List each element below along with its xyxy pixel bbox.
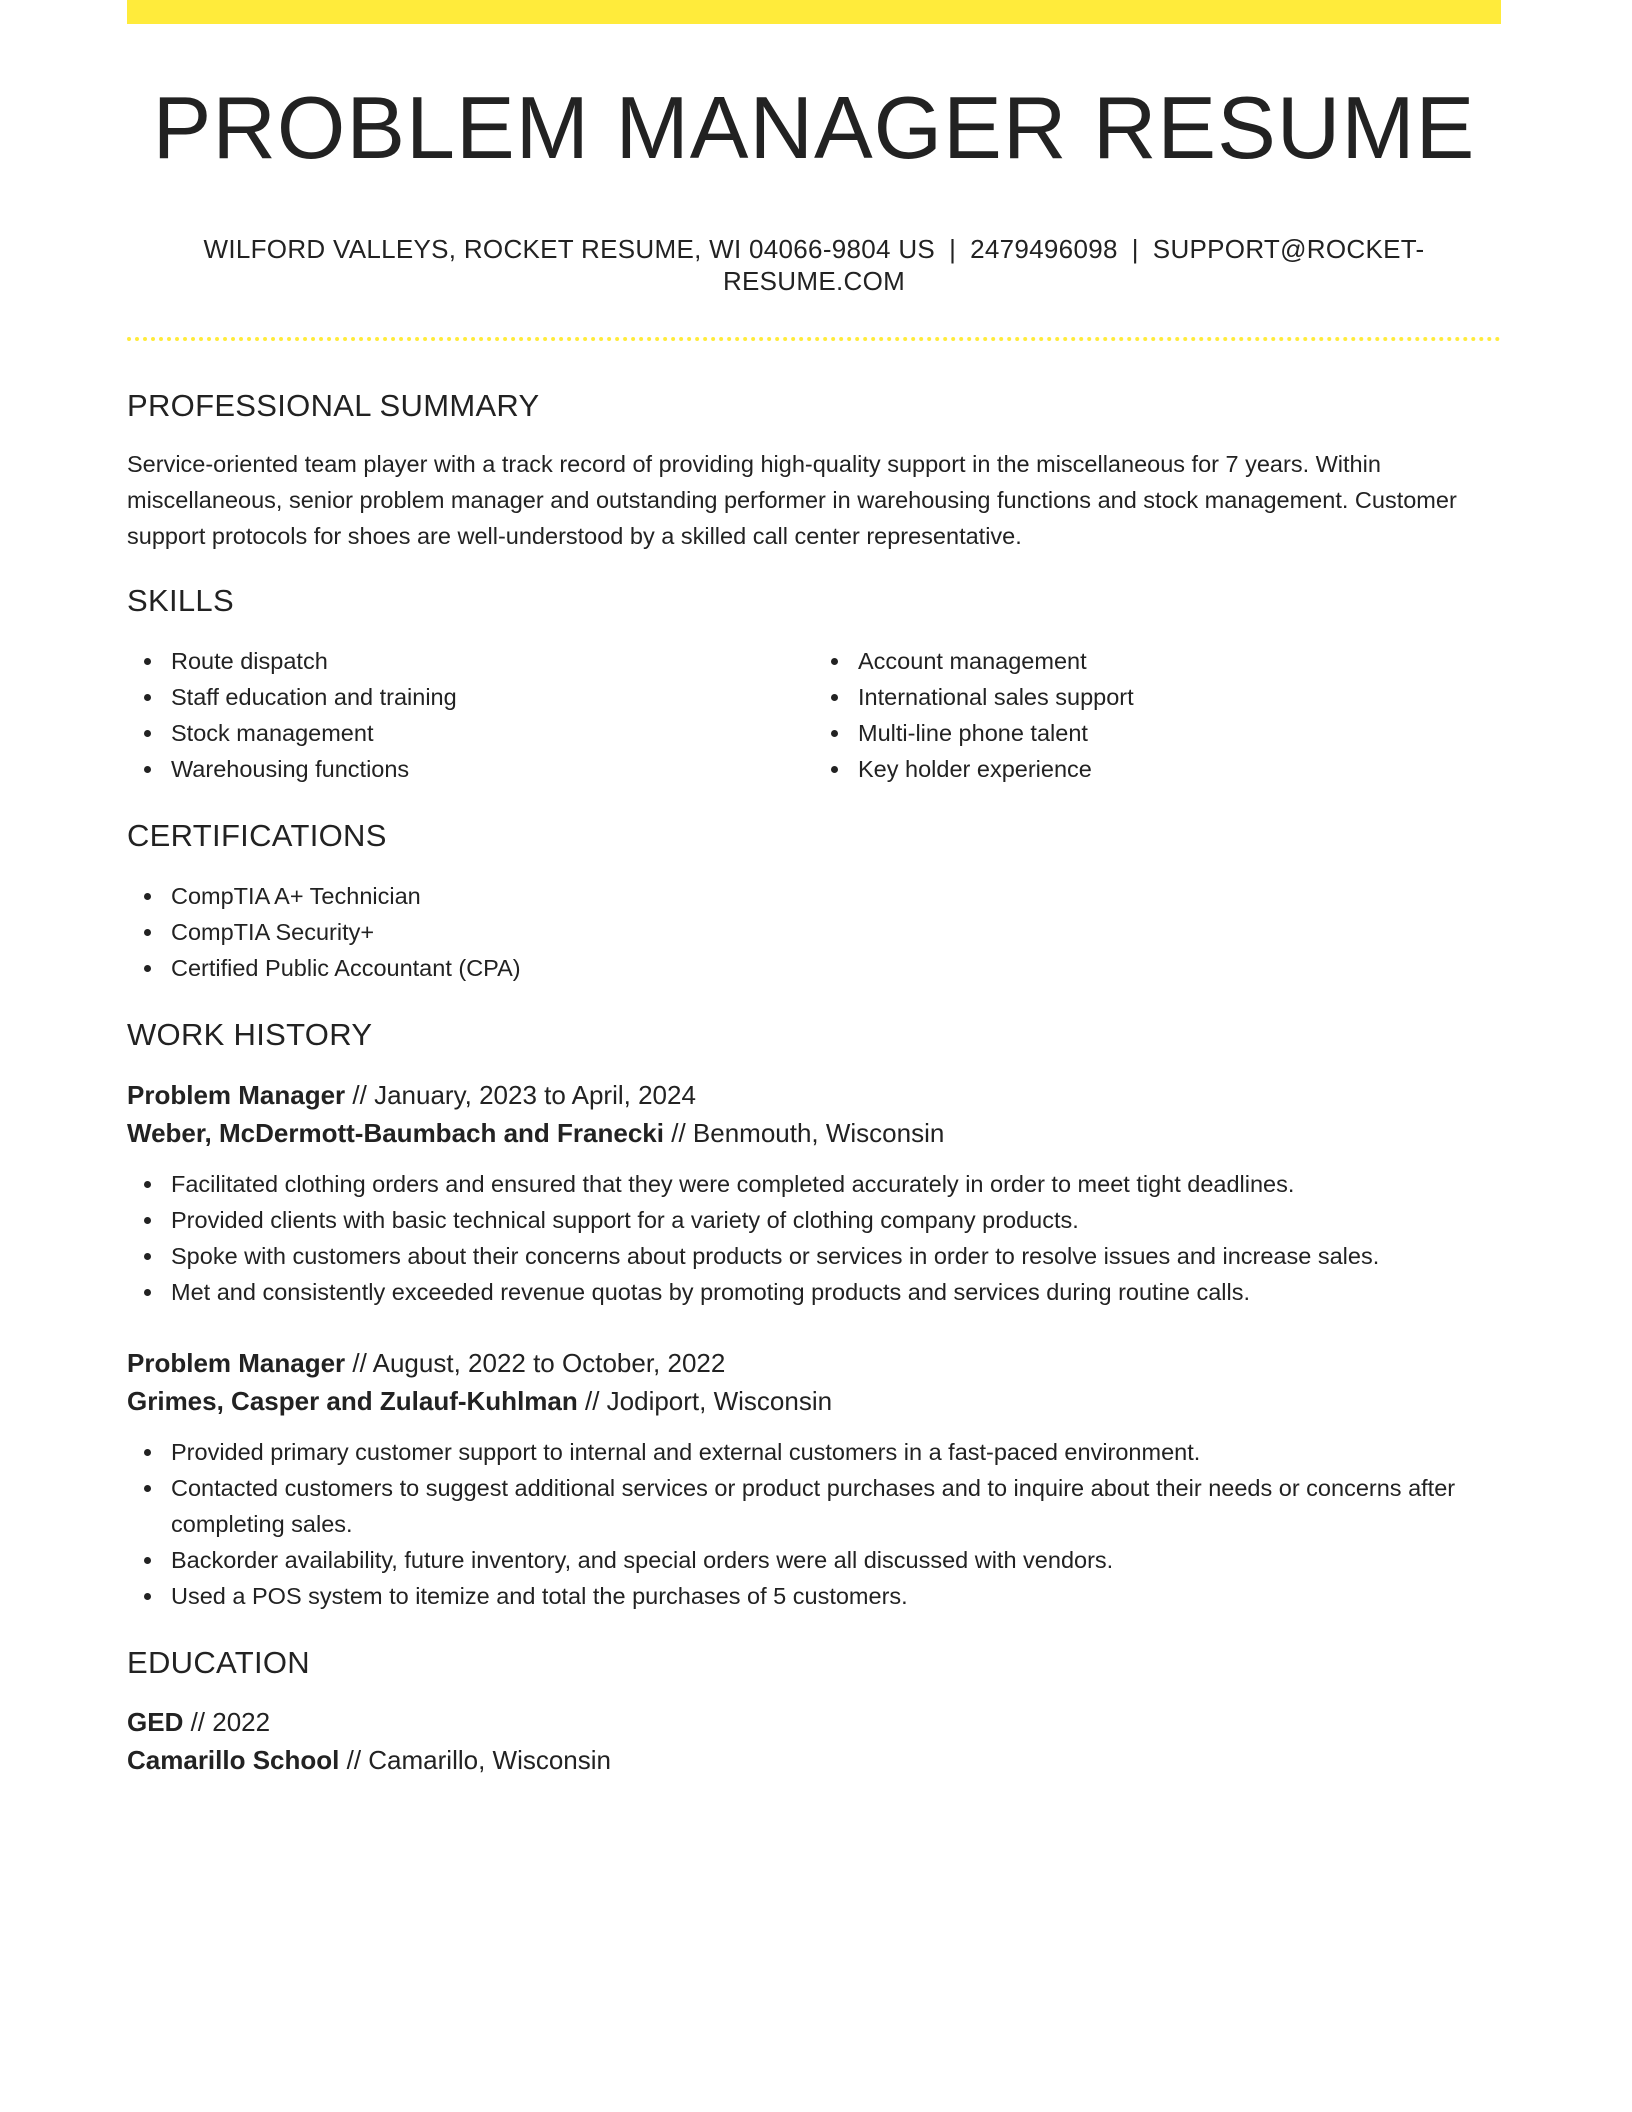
summary-heading: PROFESSIONAL SUMMARY (127, 387, 540, 423)
skills-section (127, 582, 1501, 787)
certification-item: Certified Public Accountant (CPA) (127, 950, 1501, 986)
job-bullet: Spoke with customers about their concerns about products or services in order to resolve issues and increase sales. (127, 1238, 1501, 1274)
job-bullet: Facilitated clothing orders and ensured that they were completed accurately in order to meet tight deadlines. (127, 1166, 1501, 1202)
job-title: Problem Manager (127, 1347, 346, 1378)
job-bullet: Used a POS system to itemize and total the purchases of 5 customers. (127, 1578, 1501, 1614)
resume-page (127, 0, 1501, 1779)
education-school: Camarillo School (127, 1744, 340, 1775)
contact-phone: 2479496098 (970, 234, 1118, 265)
education-heading: EDUCATION (127, 1644, 310, 1680)
resume-title: PROBLEM MANAGER RESUME (152, 78, 1476, 177)
skills-list-right (814, 643, 1501, 787)
summary-text: Service-oriented team player with a track record of providing high-quality support in the miscellaneous for 7 years. Within miscellaneous, senior problem manager and outstanding performer in warehousing functions and stock management. Customer support protocols for shoes are well-understood by a skilled call center representative. (127, 450, 1457, 549)
certification-item: CompTIA A+ Technician (127, 878, 1501, 914)
contact-separator: | (1131, 234, 1139, 265)
job-company-line (127, 1114, 1501, 1152)
skill-item: Account management (814, 643, 1501, 679)
job-location: // Benmouth, Wisconsin (664, 1117, 945, 1148)
certifications-heading: CERTIFICATIONS (127, 818, 387, 854)
job-title: Problem Manager (127, 1079, 346, 1110)
skill-item: Staff education and training (127, 679, 814, 715)
skill-item: Key holder experience (814, 751, 1501, 787)
job-bullet: Backorder availability, future inventory, and special orders were all discussed with vendors. (127, 1542, 1501, 1578)
education-degree: GED (127, 1706, 184, 1737)
accent-top-bar (127, 0, 1501, 24)
education-school-line (127, 1741, 1501, 1779)
skills-grid (127, 643, 1501, 787)
contact-line (127, 234, 1501, 296)
job-title-line (127, 1076, 1501, 1114)
job-dates: // January, 2023 to April, 2024 (345, 1079, 696, 1110)
skill-item: International sales support (814, 679, 1501, 715)
job-dates: // August, 2022 to October, 2022 (345, 1347, 726, 1378)
certifications-list (127, 878, 1501, 986)
work-history-heading: WORK HISTORY (127, 1017, 373, 1053)
certifications-section (127, 817, 1501, 986)
education-section (127, 1644, 1501, 1779)
job-entry (127, 1344, 1501, 1614)
job-bullet: Met and consistently exceeded revenue quotas by promoting products and services during routine calls. (127, 1274, 1501, 1310)
job-bullet: Contacted customers to suggest additional services or product purchases and to inquire about their needs or concerns after completing sales. (127, 1470, 1501, 1542)
contact-separator: | (949, 234, 957, 265)
job-company: Grimes, Casper and Zulauf-Kuhlman (127, 1385, 578, 1416)
dotted-divider (127, 337, 1501, 341)
contact-address: WILFORD VALLEYS, ROCKET RESUME, WI 04066-9804 US (203, 234, 936, 265)
education-degree-line (127, 1703, 1501, 1741)
certification-item: CompTIA Security+ (127, 914, 1501, 950)
skills-heading: SKILLS (127, 582, 234, 618)
education-location: // Camarillo, Wisconsin (339, 1744, 612, 1775)
skill-item: Stock management (127, 715, 814, 751)
education-entry (127, 1703, 1501, 1779)
education-year: // 2022 (183, 1706, 271, 1737)
job-entry (127, 1076, 1501, 1310)
summary-section (127, 387, 1501, 554)
contact-email: SUPPORT@ROCKET-RESUME.COM (722, 234, 1425, 296)
job-bullet-list (127, 1166, 1501, 1310)
job-bullet-list (127, 1434, 1501, 1614)
job-bullet: Provided primary customer support to internal and external customers in a fast-paced environment. (127, 1434, 1501, 1470)
job-title-line (127, 1344, 1501, 1382)
skill-item: Route dispatch (127, 643, 814, 679)
job-bullet: Provided clients with basic technical support for a variety of clothing company products. (127, 1202, 1501, 1238)
skill-item: Warehousing functions (127, 751, 814, 787)
job-company-line (127, 1382, 1501, 1420)
job-company: Weber, McDermott-Baumbach and Franecki (127, 1117, 664, 1148)
work-history-section (127, 1016, 1501, 1613)
skill-item: Multi-line phone talent (814, 715, 1501, 751)
job-location: // Jodiport, Wisconsin (577, 1385, 833, 1416)
skills-list-left (127, 643, 814, 787)
